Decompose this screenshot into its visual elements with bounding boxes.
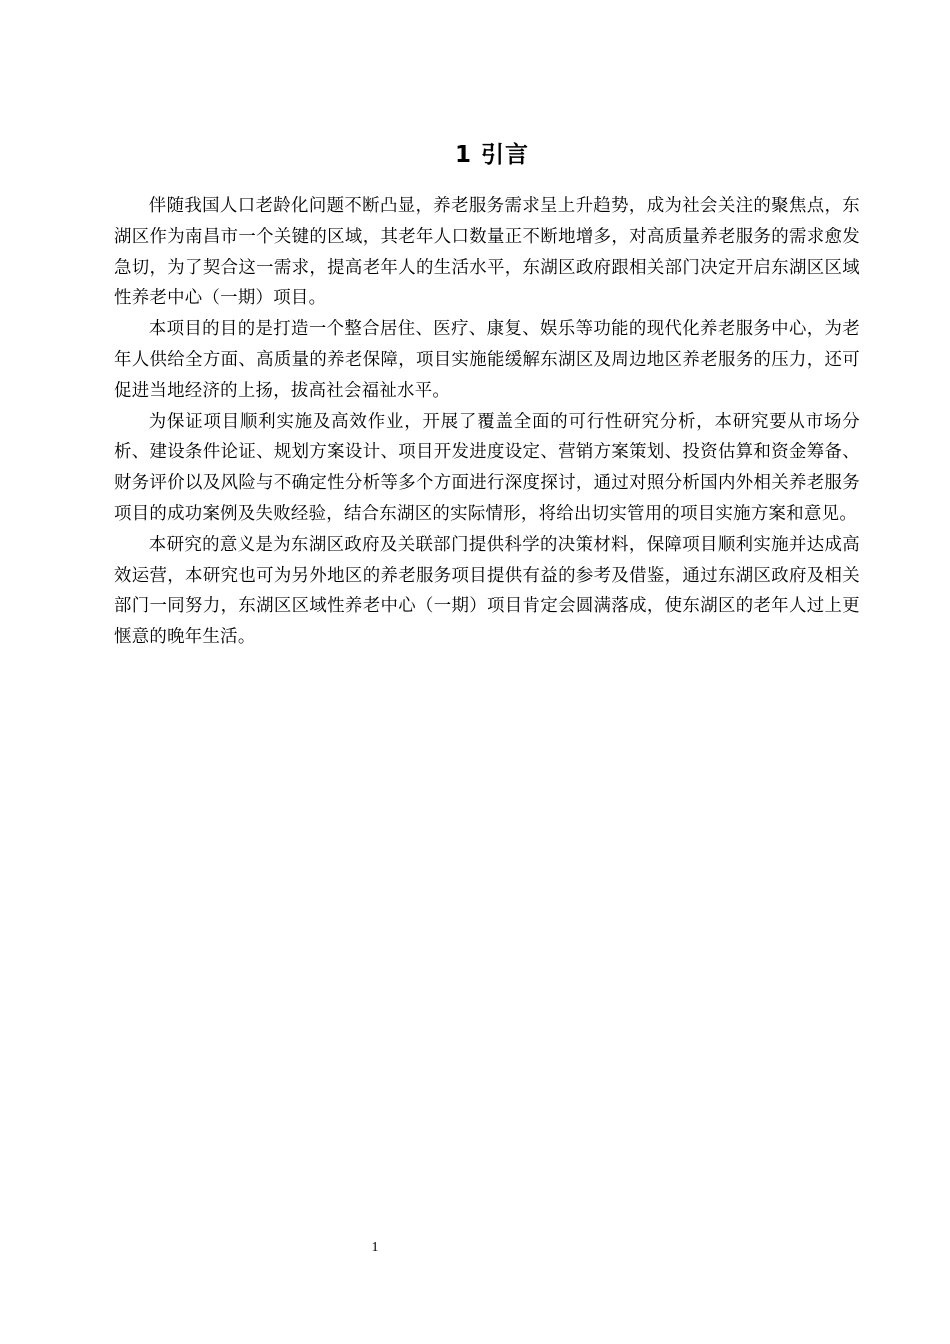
section-heading: 1 引言 [454, 142, 529, 168]
paragraph-4: 本研究的意义是为东湖区政府及关联部门提供科学的决策材料，保障项目顺利实施并达成高效运营，本研究也可为另外地区的养老服务项目提供有益的参考及借鉴，通过东湖区政府及相关部门一同努力，东湖区区域性养老中心（一期）项目肯定会圆满落成，使东湖区的老年人过上更惬意的晚年生活。 [114, 534, 860, 648]
paragraph-2: 本项目的目的是打造一个整合居住、医疗、康复、娱乐等功能的现代化养老服务中心，为老年人供给全方面、高质量的养老保障，项目实施能缓解东湖区及周边地区养老服务的压力，还可促进当地经济的上扬，拔高社会福祉水平。 [114, 319, 860, 401]
paragraph-1: 伴随我国人口老龄化问题不断凸显，养老服务需求呈上升趋势，成为社会关注的聚焦点，东湖区作为南昌市一个关键的区域，其老年人口数量正不断地增多，对高质量养老服务的需求愈发急切，为了契合这一需求，提高老年人的生活水平，东湖区政府跟相关部门决定开启东湖区区域性养老中心（一期）项目。 [114, 196, 860, 309]
page-number: 1 [371, 1240, 379, 1255]
paragraph-3: 为保证项目顺利实施及高效作业，开展了覆盖全面的可行性研究分析，本研究要从市场分析、建设条件论证、规划方案设计、项目开发进度设定、营销方案策划、投资估算和资金筹备、财务评价以及风险与不确定性分析等多个方面进行深度探讨，通过对照分析国内外相关养老服务项目的成功案例及失败经验，结合东湖区的实际情形，将给出切实管用的项目实施方案和意见。 [114, 411, 860, 524]
body-text [114, 191, 860, 653]
